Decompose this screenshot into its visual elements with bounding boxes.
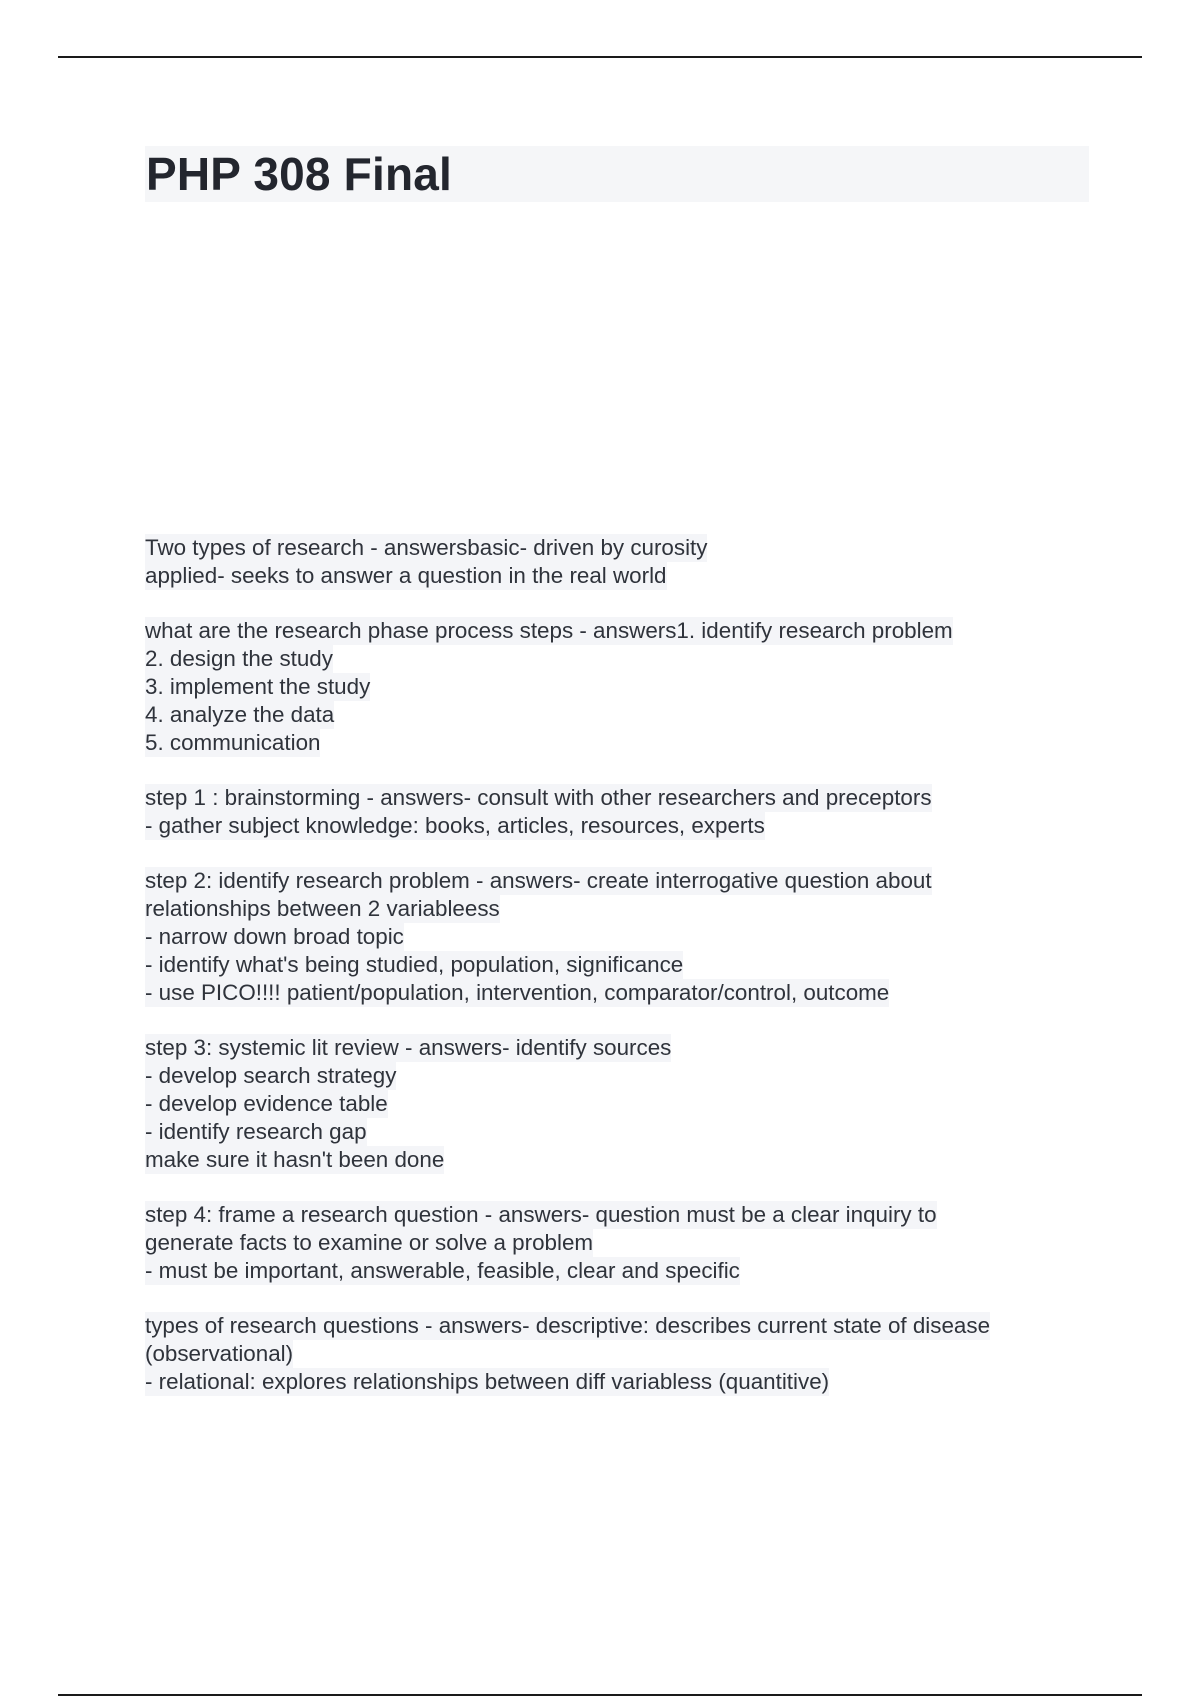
- qa-line: - narrow down broad topic: [145, 924, 404, 949]
- qa-content: [145, 534, 1085, 1423]
- qa-line: make sure it hasn't been done: [145, 1147, 445, 1172]
- qa-line: step 3: systemic lit review - answers- identify sources: [145, 1035, 672, 1060]
- qa-line: - develop evidence table: [145, 1091, 388, 1116]
- qa-line: 4. analyze the data: [145, 702, 335, 727]
- qa-line: - identify what's being studied, population, significance: [145, 952, 684, 977]
- qa-card-5: [145, 1034, 1085, 1174]
- qa-line: generate facts to examine or solve a problem: [145, 1230, 594, 1255]
- qa-line: 3. implement the study: [145, 674, 371, 699]
- qa-line: (observational): [145, 1341, 294, 1366]
- qa-card-3: [145, 784, 1085, 840]
- qa-card-6: [145, 1201, 1085, 1285]
- qa-line: step 4: frame a research question - answers- question must be a clear inquiry to: [145, 1202, 937, 1227]
- page-title: PHP 308 Final: [146, 148, 453, 200]
- qa-line: - gather subject knowledge: books, articles, resources, experts: [145, 813, 765, 838]
- qa-line: step 1 : brainstorming - answers- consult with other researchers and preceptors: [145, 785, 932, 810]
- qa-line: types of research questions - answers- descriptive: describes current state of disease: [145, 1313, 991, 1338]
- qa-line: Two types of research - answersbasic- driven by curosity: [145, 535, 708, 560]
- qa-line: 5. communication: [145, 730, 321, 755]
- qa-line: 2. design the study: [145, 646, 333, 671]
- qa-card-1: [145, 534, 1085, 590]
- qa-line: - relational: explores relationships between diff variabless (quantitive): [145, 1369, 830, 1394]
- bottom-divider: [58, 1694, 1142, 1696]
- qa-card-4: [145, 867, 1085, 1007]
- top-divider: [58, 56, 1142, 58]
- qa-line: relationships between 2 variableess: [145, 896, 500, 921]
- qa-line: - develop search strategy: [145, 1063, 397, 1088]
- qa-line: what are the research phase process steps - answers1. identify research problem: [145, 618, 953, 643]
- qa-line: - identify research gap: [145, 1119, 367, 1144]
- qa-line: - use PICO!!!! patient/population, intervention, comparator/control, outcome: [145, 980, 890, 1005]
- qa-line: - must be important, answerable, feasible, clear and specific: [145, 1258, 740, 1283]
- qa-line: step 2: identify research problem - answers- create interrogative question about: [145, 868, 932, 893]
- qa-card-7: [145, 1312, 1085, 1396]
- qa-line: applied- seeks to answer a question in the real world: [145, 563, 667, 588]
- qa-card-2: [145, 617, 1085, 757]
